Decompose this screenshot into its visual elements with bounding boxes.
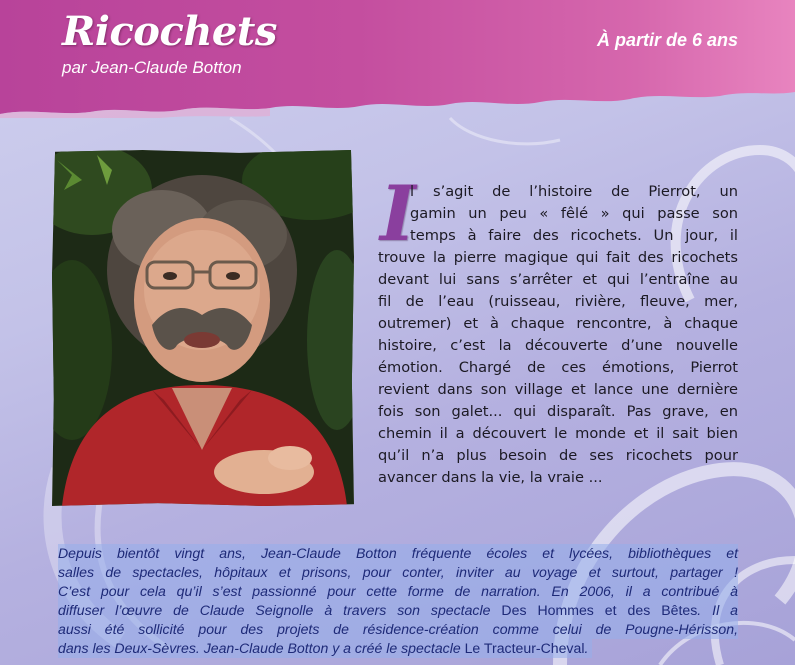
- author-byline: par Jean-Claude Botton: [62, 58, 242, 77]
- bio-line: aussi été sollicité pour des projets de résidence-création comme celui de Pougne-Hérisson,: [58, 621, 738, 637]
- story-line: revient dans son village et lance une dernière: [378, 381, 738, 398]
- bio-line: salles de spectacles, hôpitaux et prisons, pour conter, inviter au voyage et surtout, partager !: [58, 564, 738, 580]
- bio-line: [58, 601, 738, 620]
- bio-text: .: [584, 640, 589, 656]
- story-line: fil de l’eau (ruisseau, rivière, fleuve, mer,: [378, 293, 738, 310]
- story-line: fois son galet... qui disparaît. Pas grave, en: [378, 403, 738, 420]
- bio-text: diffuser l’œuvre de Claude Seignolle à travers son spectacle: [58, 602, 502, 618]
- age-range: À partir de 6 ans: [596, 30, 738, 50]
- story-line: avancer dans la vie, la vraie ...: [378, 469, 603, 486]
- story-line: l s’agit de l’histoire de Pierrot, un: [410, 183, 738, 200]
- story-line: gamin un peu « fêlé » qui passe son: [410, 205, 738, 222]
- story-line: devant lui sans s’arrêter et qui l’entraîne au: [378, 271, 738, 288]
- story-line: trouve la pierre magique qui fait des ricochets: [378, 249, 738, 266]
- story-line: émotion. Chargé de ces émotions, Pierrot: [378, 359, 738, 376]
- bio-text: . Il a: [697, 602, 739, 618]
- story-line: histoire, c’est la découverte d’une nouvelle: [378, 337, 738, 354]
- show-title: Le Tracteur-Cheval: [464, 640, 585, 656]
- bio-line: [58, 639, 592, 658]
- book-title: Ricochets: [62, 8, 277, 55]
- story-line: qu’il n’a plus besoin de ses ricochets pour: [378, 447, 738, 464]
- story-line: outremer) et à chaque rencontre, à chaque: [378, 315, 738, 332]
- bio-text: dans les Deux-Sèvres. Jean-Claude Botton y a créé le spectacle: [58, 640, 465, 656]
- story-line: chemin il a découvert le monde et il sait bien: [378, 425, 738, 442]
- story-line: temps à faire des ricochets. Un jour, il: [410, 227, 738, 244]
- story-drop-cap: I: [380, 169, 416, 258]
- author-photo: [52, 150, 354, 506]
- show-title: Des Hommes et des Bêtes: [501, 602, 698, 618]
- bio-line: C’est pour cela qu’il s’est passionné pour cette forme de narration. En 2006, il a contribué à: [58, 583, 738, 599]
- bio-line: Depuis bientôt vingt ans, Jean-Claude Botton fréquente écoles et lycées, bibliothèques et: [58, 545, 738, 561]
